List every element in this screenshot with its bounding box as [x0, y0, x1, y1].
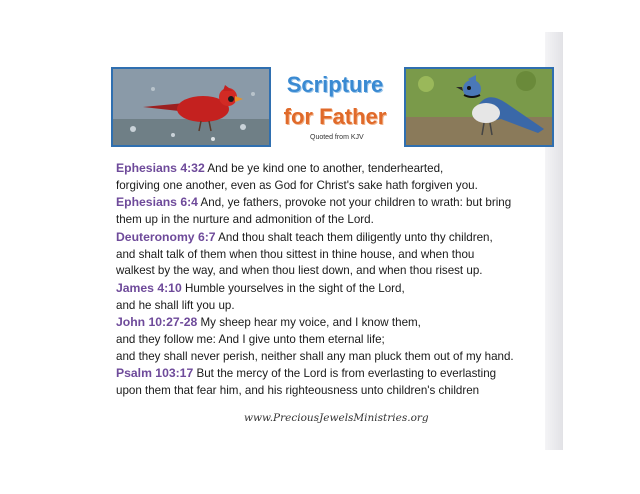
verse-text: and shalt talk of them when thou sittest in thine house, and when thou [116, 247, 475, 261]
verse-text: upon them that fear him, and his righteousness unto children's children [116, 384, 480, 398]
verse-list [116, 160, 556, 400]
verse-text: But the mercy of the Lord is from everlasting to everlasting [193, 367, 497, 381]
verse-psalm-103-17 [116, 365, 556, 399]
blue-jay-photo [404, 67, 554, 147]
cardinal-photo [111, 67, 271, 147]
verse-text: And be ye kind one to another, tenderhearted, [204, 162, 444, 175]
verse-text: them up in the nurture and admonition of the Lord. [116, 213, 374, 227]
verse-ref: Ephesians 4:32 [116, 161, 205, 175]
verse-ref: James 4:10 [116, 280, 182, 295]
verse-text: And thou shalt teach them diligently unto thy children, [215, 230, 493, 244]
verse-text: Humble yourselves in the sight of the Lord, [181, 281, 405, 295]
verse-ref: Ephesians 6:4 [116, 195, 198, 210]
verse-text: and they shall never perish, neither shall any man pluck them out of my hand. [116, 349, 514, 363]
verse-text: My sheep hear my voice, and I know them, [197, 316, 421, 330]
verse-ephesians-4-32 [116, 160, 556, 194]
verse-ephesians-6-4 [116, 194, 556, 228]
verse-ref: Psalm 103:17 [116, 366, 194, 381]
title-for-father: for Father [283, 104, 387, 129]
verse-james-4-10 [116, 280, 556, 314]
verse-john-10-27-28 [116, 314, 556, 365]
verse-deuteronomy-6-7 [116, 229, 556, 280]
verse-text: And, ye fathers, provoke not your children to wrath: but bring [197, 196, 512, 210]
verse-text: and they follow me: And I give unto them eternal life; [116, 333, 385, 347]
verse-ref: Deuteronomy 6:7 [116, 229, 216, 244]
verse-text: walkest by the way, and when thou liest down, and when thou risest up. [116, 264, 483, 278]
source-note: Quoted from KJV [310, 134, 364, 141]
title-scripture: Scripture [286, 72, 384, 97]
footer-website: www.PreciousJewelsMinistries.org [244, 412, 429, 424]
verse-ref: John 10:27-28 [116, 315, 198, 330]
verse-text: and he shall lift you up. [116, 298, 235, 312]
verse-text: forgiving one another, even as God for Christ's sake hath forgiven you. [116, 178, 478, 192]
